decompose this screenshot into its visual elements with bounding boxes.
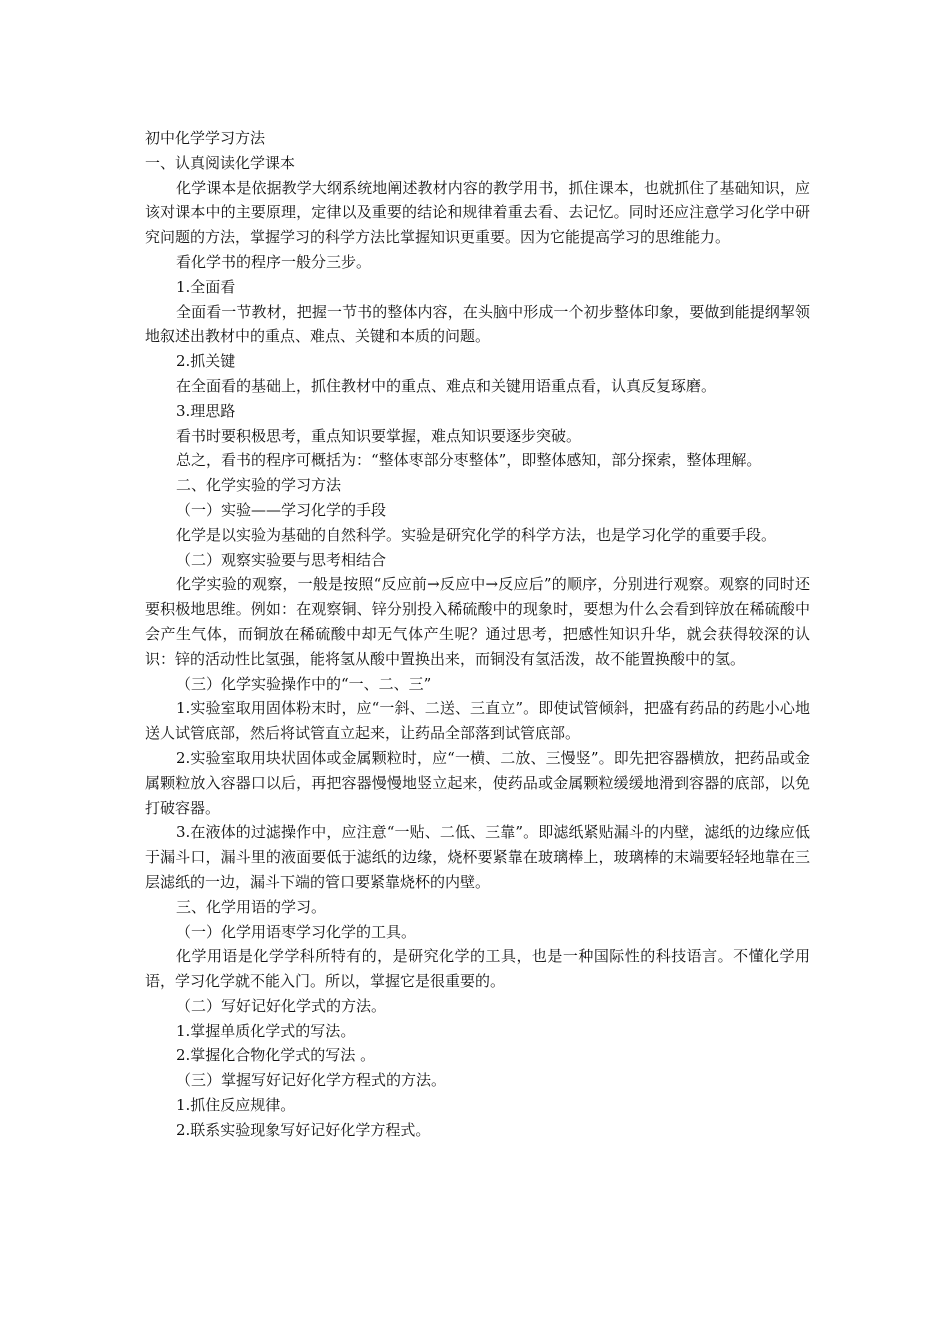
paragraph: 2.实验室取用块状固体或金属颗粒时，应“一横、二放、三慢竖”。即先把容器横放，把药品或金属颗粒放入容器口以后，再把容器慢慢地竖立起来，使药品或金属颗粒缓缓地滑到容器的底部，以免打破容器。 [145,748,810,817]
paragraph: （二）观察实验要与思考相结合 [176,550,387,569]
paragraph: 化学用语是化学学科所特有的，是研究化学的工具，也是一种国际性的科技语言。不懂化学用语，学习化学就不能入门。所以，掌握它是很重要的。 [145,947,810,991]
paragraph: 总之，看书的程序可概括为：“整体枣部分枣整体”，即整体感知，部分探索，整体理解。 [176,451,762,470]
paragraph: 1.掌握单质化学式的写法。 [176,1021,356,1040]
paragraph: （三）掌握写好记好化学方程式的方法。 [176,1071,447,1090]
paragraph: 一、认真阅读化学课本 [145,153,296,172]
paragraph: 3.在液体的过滤操作中，应注意“一贴、二低、三靠”。即滤纸紧贴漏斗的内壁，滤纸的边缘应低于漏斗口，漏斗里的液面要低于滤纸的边缘，烧杯要紧靠在玻璃棒上，玻璃棒的末端要轻轻地靠在三层滤纸的一边，漏斗下端的管口要紧靠烧杯的内壁。 [145,823,810,891]
paragraph: 看化学书的程序一般分三步。 [176,252,372,271]
paragraph: （二）写好记好化学式的方法。 [176,996,387,1015]
paragraph: （一）实验——学习化学的手段 [176,500,387,519]
paragraph: 全面看一节教材，把握一节书的整体内容，在头脑中形成一个初步整体印象，要做到能提纲挈领地叙述出教材中的重点、难点、关键和本质的问题。 [145,302,810,346]
paragraph: 1.抓住反应规律。 [176,1096,296,1115]
paragraph: 2.抓关键 [176,352,236,371]
paragraph: 三、化学用语的学习。 [176,897,327,916]
paragraph: 二、化学实验的学习方法 [176,476,342,495]
paragraph: 1.全面看 [176,277,236,296]
paragraph: 1.实验室取用固体粉末时，应“一斜、二送、三直立”。即使试管倾斜，把盛有药品的药匙小心地送人试管底部，然后将试管直立起来，让药品全部落到试管底部。 [145,699,810,743]
paragraph: 2.掌握化合物化学式的写法 。 [176,1046,376,1065]
paragraph: 化学课本是依据教学大纲系统地阐述教材内容的教学用书，抓住课本，也就抓住了基础知识，应该对课本中的主要原理，定律以及重要的结论和规律着重去看、去记忆。同时还应注意学习化学中研究问题的方法，掌握学习的科学方法比掌握知识更重要。因为它能提高学习的思维能力。 [145,178,810,247]
paragraph: 化学实验的观察，一般是按照“反应前→反应中→反应后”的顺序，分别进行观察。观察的同时还要积极地思维。例如：在观察铜、锌分别投入稀硫酸中的现象时，要想为什么会看到锌放在稀硫酸中会产生气体，而铜放在稀硫酸中却无气体产生呢？通过思考，把感性知识升华，就会获得较深的认识：锌的活动性比氢强，能将氢从酸中置换出来，而铜没有氢活泼，故不能置换酸中的氢。 [145,575,810,668]
document-title: 初中化学学习方法 [145,129,266,147]
paragraph: 3.理思路 [176,401,236,420]
paragraph: 看书时要积极思考，重点知识要掌握，难点知识要逐步突破。 [176,426,582,445]
paragraph: 2.联系实验现象写好记好化学方程式。 [176,1120,431,1139]
document-body [145,126,810,1143]
paragraph: 化学是以实验为基础的自然科学。实验是研究化学的科学方法，也是学习化学的重要手段。 [176,525,777,544]
paragraph: 在全面看的基础上，抓住教材中的重点、难点和关键用语重点看，认真反复琢磨。 [176,376,717,395]
paragraph: （一）化学用语枣学习化学的工具。 [176,922,417,941]
paragraph: （三）化学实验操作中的“一、二、三” [176,674,432,693]
